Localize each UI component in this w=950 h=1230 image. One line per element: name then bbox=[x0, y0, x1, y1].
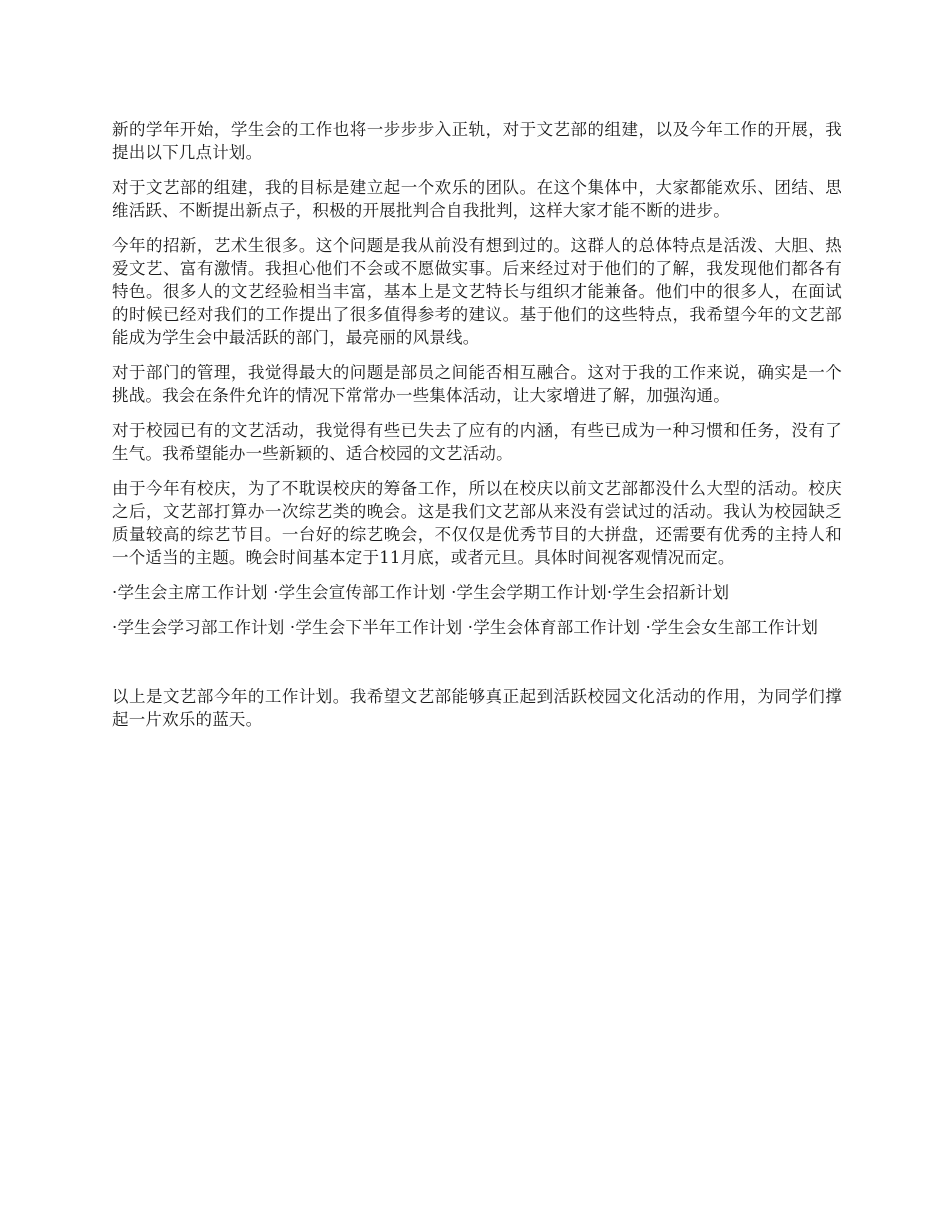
paragraph-recruitment: 今年的招新，艺术生很多。这个问题是我从前没有想到过的。这群人的总体特点是活泼、大胆、热爱文艺、富有激情。我担心他们不会或不愿做实事。后来经过对于他们的了解，我发现他们都各有特色。很多人的文艺经验相当丰富，基本上是文艺特长与组织才能兼备。他们中的很多人，在面试的时候已经对我们的工作提出了很多值得参考的建议。基于他们的这些特点，我希望今年的文艺部能成为学生会中最活跃的部门，最亮丽的风景线。 bbox=[112, 236, 842, 347]
spacer bbox=[112, 651, 842, 685]
paragraph-team-building: 对于文艺部的组建，我的目标是建立起一个欢乐的团队。在这个集体中，大家都能欢乐、团结、思维活跃、不断提出新点子，积极的开展批判合自我批判，这样大家才能不断的进步。 bbox=[112, 178, 842, 220]
paragraph-closing: 以上是文艺部今年的工作计划。我希望文艺部能够真正起到活跃校园文化活动的作用，为同学们撑起一片欢乐的蓝天。 bbox=[112, 687, 842, 729]
paragraph-management: 对于部门的管理，我觉得最大的问题是部员之间能否相互融合。这对于我的工作来说，确实是一个挑战。我会在条件允许的情况下常常办一些集体活动，让大家增进了解，加强沟通。 bbox=[112, 363, 842, 405]
related-links-row-1[interactable]: ·学生会主席工作计划 ·学生会宣传部工作计划 ·学生会学期工作计划·学生会招新计划 bbox=[112, 583, 730, 602]
paragraph-activities: 对于校园已有的文艺活动，我觉得有些已失去了应有的内涵，有些已成为一种习惯和任务，没有了生气。我希望能办一些新颖的、适合校园的文艺活动。 bbox=[112, 421, 842, 463]
paragraph-intro: 新的学年开始，学生会的工作也将一步步步入正轨，对于文艺部的组建，以及今年工作的开展，我提出以下几点计划。 bbox=[112, 120, 842, 162]
related-links-row-2[interactable]: ·学生会学习部工作计划 ·学生会下半年工作计划 ·学生会体育部工作计划 ·学生会女生部工作计划 bbox=[112, 618, 819, 637]
paragraph-anniversary: 由于今年有校庆，为了不耽误校庆的筹备工作，所以在校庆以前文艺部都没什么大型的活动。校庆之后，文艺部打算办一次综艺类的晚会。这是我们文艺部从来没有尝试过的活动。我认为校园缺乏质量较高的综艺节目。一台好的综艺晚会，不仅仅是优秀节目的大拼盘，还需要有优秀的主持人和一个适当的主题。晚会时间基本定于11月底，或者元旦。具体时间视客观情况而定。 bbox=[112, 479, 842, 567]
document-body bbox=[112, 118, 842, 743]
